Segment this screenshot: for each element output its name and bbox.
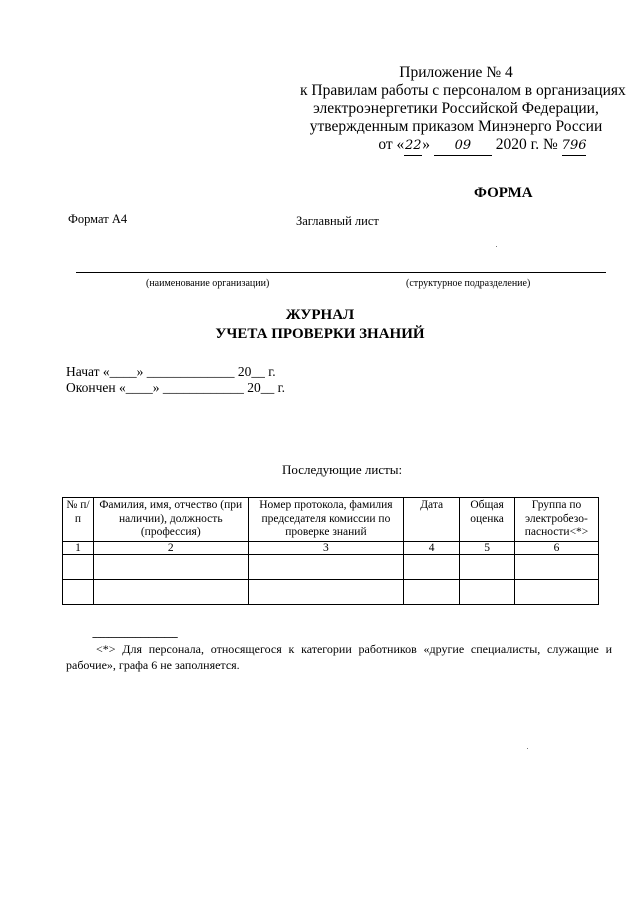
appendix-date-line: [352, 136, 612, 156]
column-number-5: 5: [460, 541, 515, 554]
table-row: [63, 554, 599, 579]
table-cell: [404, 554, 460, 579]
column-number-2: 2: [93, 541, 248, 554]
start-date-line: Начат «____» _____________ 20__ г.: [66, 364, 276, 379]
title-sheet-label: Заглавный лист: [296, 214, 379, 228]
division-caption: (структурное подразделение): [406, 278, 531, 289]
end-date-line: Окончен «____» ____________ 20__ г.: [66, 380, 285, 395]
appendix-country-line: электроэнергетики Российской Федерации,: [313, 100, 599, 117]
handwritten-order-number: 796: [562, 137, 586, 156]
column-number-4: 4: [404, 541, 460, 554]
next-sheets-label: Последующие листы:: [282, 462, 403, 477]
journal-subtitle: УЧЕТА ПРОВЕРКИ ЗНАНИЙ: [215, 326, 425, 342]
scan-speck: [496, 246, 497, 247]
header-date: Дата: [404, 498, 460, 542]
format-label: Формат А4: [68, 212, 128, 226]
header-grade: Общая оценка: [460, 498, 515, 542]
appendix-order-line: утвержденным приказом Минэнерго России: [309, 118, 603, 135]
column-number-6: 6: [515, 541, 599, 554]
table-header-row: [63, 498, 599, 542]
appendix-title: Приложение № 4: [399, 64, 513, 81]
column-number-3: 3: [248, 541, 404, 554]
footnote-separator: --------------------------------: [92, 631, 178, 643]
table-cell: [515, 554, 599, 579]
table-cell: [460, 554, 515, 579]
date-year: 2020 г. №: [495, 136, 558, 153]
table-cell: [63, 554, 94, 579]
date-day-close: »: [422, 136, 431, 153]
table-cell: [63, 579, 94, 604]
table-cell: [515, 579, 599, 604]
table-row: [63, 579, 599, 604]
appendix-rules-line: к Правилам работы с персоналом в организациях: [300, 82, 626, 99]
organization-line: [76, 272, 606, 273]
table-cell: [248, 554, 404, 579]
header-protocol: Номер протокола, фамилия председателя комиссии по проверке знаний: [248, 498, 404, 542]
table-cell: [93, 554, 248, 579]
table-cell: [460, 579, 515, 604]
journal-title: ЖУРНАЛ: [285, 307, 355, 323]
date-prefix: от «: [378, 136, 405, 153]
column-number-1: 1: [63, 541, 94, 554]
header-name: Фамилия, имя, отчество (при наличии), должность (профессия): [93, 498, 248, 542]
table-cell: [404, 579, 460, 604]
form-label: ФОРМА: [474, 185, 533, 201]
appendix-block: [300, 64, 626, 156]
organization-caption: (наименование организации): [146, 278, 270, 289]
knowledge-check-table: [62, 497, 599, 605]
table-cell: [93, 579, 248, 604]
table-row: [63, 541, 599, 554]
handwritten-month: 09: [434, 137, 492, 156]
header-number: № п/п: [63, 498, 94, 542]
table-cell: [248, 579, 404, 604]
scan-speck: [527, 748, 528, 749]
footnote-text: <*> Для персонала, относящегося к категории работников «другие специалисты, служащие и рабочие», графа 6 не заполняется.: [66, 642, 612, 672]
header-safety-group: Группа по электробезо-пасности<*>: [515, 498, 599, 542]
handwritten-day: 22: [404, 137, 422, 156]
